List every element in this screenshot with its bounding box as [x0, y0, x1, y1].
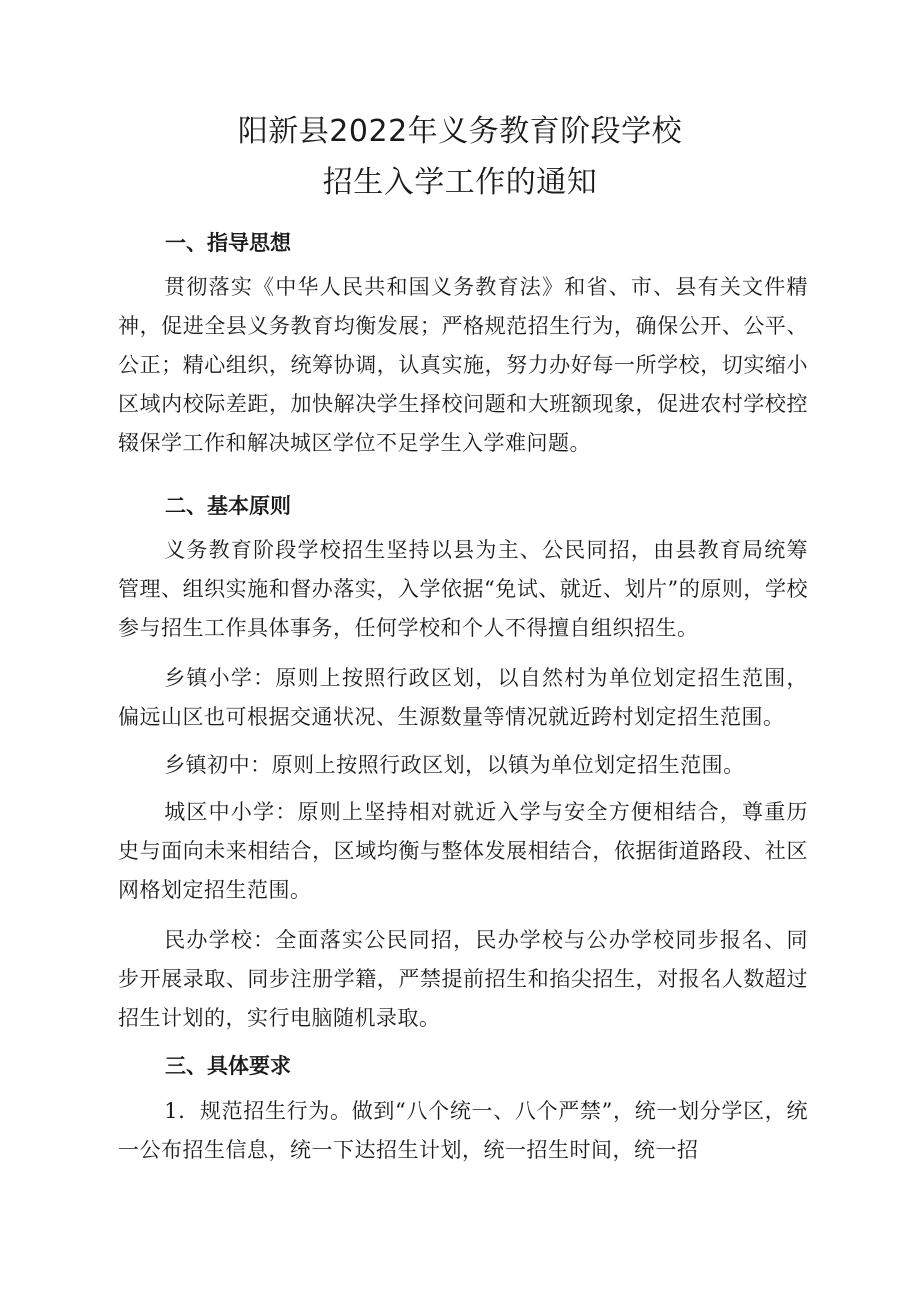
- section-heading-basic-principles: 二、基本原则: [165, 494, 291, 518]
- paragraph-town-primary: 乡镇小学：原则上按照行政区划，以自然村为单位划定招生范围，偏远山区也可根据交通状况、生源数量等情况就近跨村划定招生范围。: [118, 666, 808, 729]
- paragraph-guiding-thought: 贯彻落实《中华人民共和国义务教育法》和省、市、县有关文件精神，促进全县义务教育均衡发展；严格规范招生行为，确保公开、公平、公正；精心组织，统筹协调，认真实施，努力办好每一所学校，切实缩小区域内校际差距，加快解决学生择校问题和大班额现象，促进农村学校控辍保学工作和解决城区学位不足学生入学难问题。: [118, 275, 808, 455]
- paragraph-standardize-enrollment: 1．规范招生行为。做到“八个统一、八个严禁”，统一划分学区，统一公布招生信息，统一下达招生计划，统一招生时间，统一招: [118, 1099, 808, 1162]
- paragraph-basic-principles: 义务教育阶段学校招生坚持以县为主、公民同招，由县教育局统筹管理、组织实施和督办落实，入学依据“免试、就近、划片”的原则，学校参与招生工作具体事务，任何学校和个人不得擅自组织招生。: [118, 538, 808, 640]
- section-heading-guiding-thought: 一、指导思想: [165, 231, 291, 255]
- section-heading-specific-requirements: 三、具体要求: [165, 1054, 291, 1078]
- document-title-line-2: 招生入学工作的通知: [322, 165, 598, 200]
- paragraph-urban-schools: 城区中小学：原则上坚持相对就近入学与安全方便相结合，尊重历史与面向未来相结合，区域均衡与整体发展相结合，依据街道路段、社区网格划定招生范围。: [118, 800, 808, 902]
- document-title-line-1: 阳新县2022年义务教育阶段学校: [237, 114, 683, 149]
- paragraph-town-junior: 乡镇初中：原则上按照行政区划，以镇为单位划定招生范围。: [164, 753, 745, 777]
- paragraph-private-schools: 民办学校：全面落实公民同招，民办学校与公办学校同步报名、同步开展录取、同步注册学籍，严禁提前招生和掐尖招生，对报名人数超过招生计划的，实行电脑随机录取。: [118, 928, 808, 1030]
